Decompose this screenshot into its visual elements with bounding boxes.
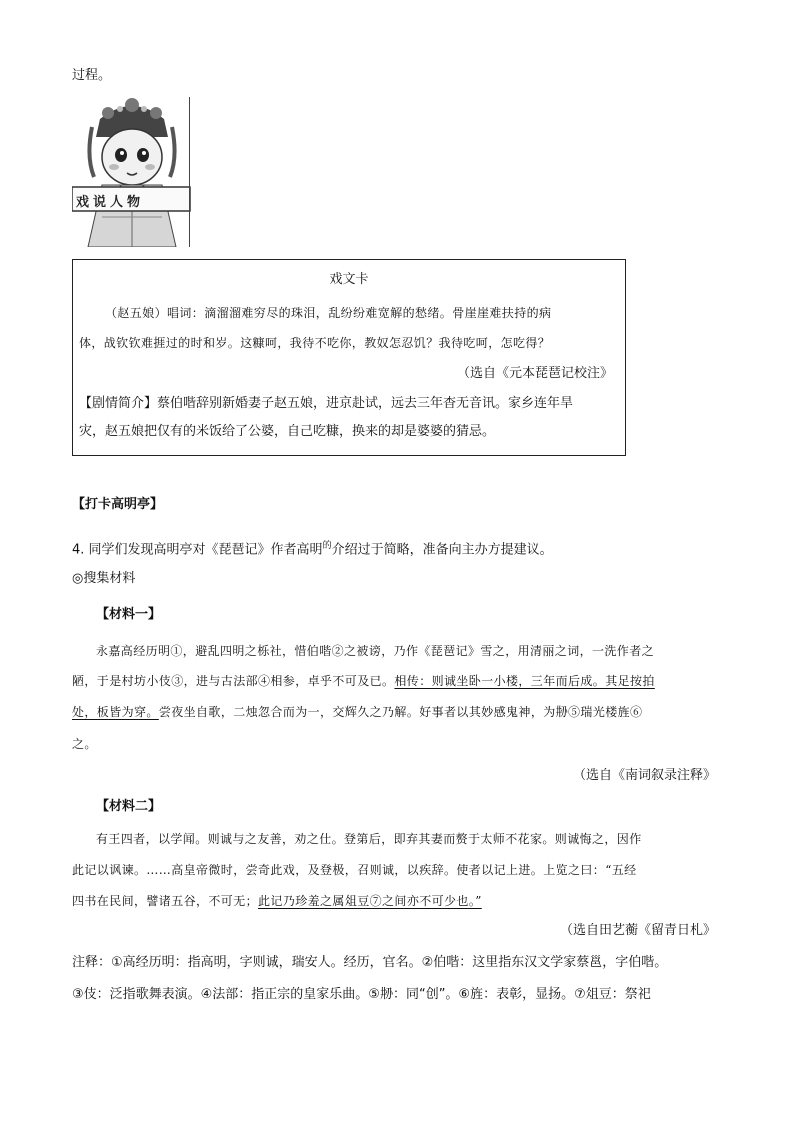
material-1-label: 【材料一】	[96, 607, 162, 622]
card-source: （选自《元本琵琶记校注》	[456, 366, 613, 381]
underlined-passage-1: 相传：则诚坐卧一小楼，三年而后成。其足按拍	[394, 674, 655, 688]
material-1-source: （选自《南词叙录注释》	[572, 768, 716, 783]
material-2-line-3: 四书在民间，譬诸五谷，不可无；此记乃珍羞之属俎豆⑦之间亦不可少也。”	[72, 894, 482, 908]
material-1-line-4: 之。	[72, 737, 97, 751]
material-2-source: （选自田艺蘅《留青日札》	[559, 923, 716, 938]
question-number: 4.	[72, 542, 85, 558]
opera-text-card	[72, 259, 626, 456]
image-divider	[189, 97, 190, 247]
question-4: 4. 同学们发现高明亭对《琵琶记》作者高明$^的$介绍过于简略，准备向主办方提建议。	[72, 541, 553, 558]
section-heading: 【打卡高明亭】	[72, 497, 164, 512]
card-synopsis-line-2: 灾，赵五娘把仅有的米饭给了公婆，自己吃糠，换来的却是婆婆的猜忌。	[79, 424, 496, 439]
collect-label: ◎搜集材料	[72, 571, 136, 586]
notes-line-2: ③伎：泛指歌舞表演。④法部：指正宗的皇家乐曲。⑤刱：同“创”。⑥旌：表彰，显扬。⑦俎豆：祭祀	[72, 987, 651, 1002]
card-lyrics-line-2: 体，战钦钦难捱过的时和岁。这糠呵，我待不吃你，教奴怎忍饥？我待吃呵，怎吃得？	[79, 336, 551, 350]
card-synopsis-line-1: 【剧情简介】蔡伯喈辞别新婚妻子赵五娘，进京赴试，远去三年杳无音讯。家乡连年旱	[79, 396, 574, 411]
material-1-line-3: 处，板皆为穿。尝夜坐自歌，二烛忽合而为一，交辉久之乃解。好事者以其妙感鬼神，为刱⑤瑞光楼旌⑥	[72, 705, 643, 719]
material-2-line-2: 此记以讽谏。……高皇帝微时，尝奇此戏，及登极，召则诚，以疾辞。使者以记上进。上览之曰：“五经	[72, 863, 637, 877]
question-text: 同学们发现高明亭对《琵琶记》作者高明	[88, 542, 323, 558]
material-1-line-1: 永嘉高经历明①，避乱四明之栎社，惜伯喈②之被谤，乃作《琵琶记》雪之，用清丽之词，一洗作者之	[96, 644, 655, 658]
card-lyrics-line-1: （赵五娘）唱词：滴溜溜难穷尽的珠泪，乱纷纷难宽解的愁绪。骨崖崖难扶持的病	[105, 306, 552, 320]
question-superscript: 的	[322, 541, 332, 551]
synopsis-label: 【剧情简介】	[79, 396, 158, 411]
material-2-line-1: 有王四者，以学闻。则诚与之友善，劝之仕。登第后，即弃其妻而赘于太师不花家。则诚悔之，因作	[96, 832, 642, 846]
notes-line-1: 注释：①高经历明：指高明，字则诚，瑞安人。经历，官名。②伯喈：这里指东汉文学家蔡邕，字伯喈。	[72, 955, 668, 970]
opera-character-icon	[72, 97, 194, 247]
underlined-passage-1b: 处，板皆为穿。	[72, 705, 159, 719]
card-title: 戏文卡	[329, 272, 369, 287]
opera-illustration	[72, 97, 194, 247]
opera-banner-text: 戏说人物	[76, 195, 145, 210]
material-2-label: 【材料二】	[96, 799, 162, 814]
top-text: 过程。	[72, 68, 112, 83]
underlined-passage-2: 此记乃珍羞之属俎豆⑦之间亦不可少也。”	[258, 894, 482, 908]
material-1-line-2: 陋，于是村坊小伎③，进与古法部④相参，卓乎不可及已。相传：则诚坐卧一小楼，三年而后成。其足按拍	[72, 674, 655, 688]
